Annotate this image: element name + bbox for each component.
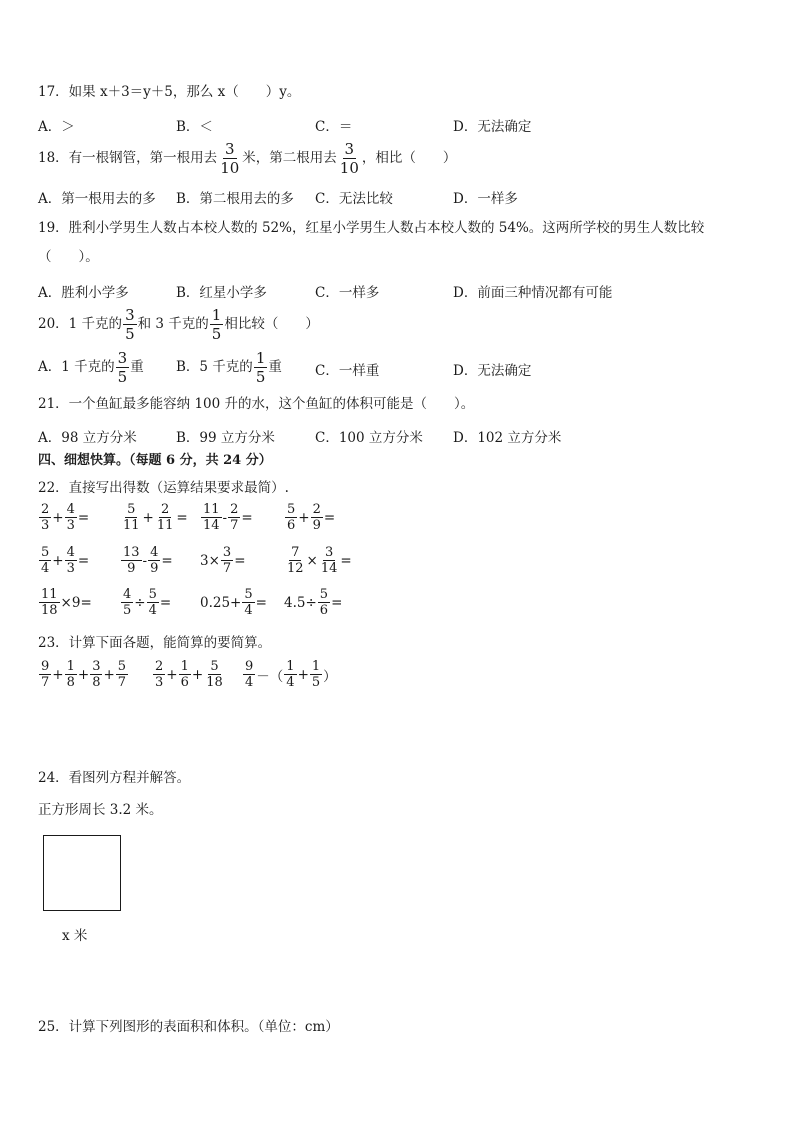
q23-fraction-den: 18 xyxy=(206,675,223,690)
q22-fraction-num: 2 xyxy=(160,502,170,517)
q22-equals: = xyxy=(176,509,188,526)
q22-fraction-den: 3 xyxy=(66,561,75,576)
q19-option-c: C．一样多 xyxy=(315,285,380,301)
q24-stem: 24．看图列方程并解答。 xyxy=(38,770,191,786)
q21-option-a: A．98 立方分米 xyxy=(38,430,137,446)
q23-fraction xyxy=(90,659,102,690)
q23-fraction xyxy=(39,659,51,690)
q22-item xyxy=(284,587,342,618)
q22-fraction xyxy=(39,587,60,618)
q23-operator: + xyxy=(77,666,90,683)
q25-stem: 25．计算下列图形的表面积和体积。（单位：cm） xyxy=(38,1019,339,1035)
q20-option-c: C．一样重 xyxy=(315,363,380,379)
q22-fraction-den: 3 xyxy=(41,518,50,533)
q23-fraction-den: 6 xyxy=(180,675,189,690)
q22-operator: - xyxy=(222,509,228,526)
q20-fraction-2 xyxy=(210,306,224,343)
q22-prefix: 0.25+ xyxy=(200,594,242,611)
q22-fraction xyxy=(39,502,51,533)
q18-option-c: C．无法比较 xyxy=(315,191,393,207)
q20-option-b-text: B．5 千克的 xyxy=(176,359,253,375)
q20-option-b-den: 5 xyxy=(255,368,266,386)
q18-option-a: A．第一根用去的多 xyxy=(38,191,156,207)
q22-fraction-num: 4 xyxy=(123,587,132,602)
q22-item xyxy=(200,545,246,576)
q22-fraction xyxy=(65,502,77,533)
q22-item xyxy=(38,545,89,576)
q20-option-a-num: 3 xyxy=(117,349,128,367)
q22-prefix: 4.5÷ xyxy=(284,594,317,611)
q23-fraction-den: 7 xyxy=(117,675,127,690)
section-4-title: 四、细想快算。（每题 6 分，共 24 分） xyxy=(38,453,272,468)
q19-option-a: A．胜利小学多 xyxy=(38,285,129,301)
q20-option-a-text: A．1 千克的 xyxy=(38,359,115,375)
q22-fraction-den: 12 xyxy=(287,561,304,576)
q22-fraction-num: 5 xyxy=(41,545,50,560)
q20-fraction-1 xyxy=(123,306,137,343)
q23-fraction-den: 8 xyxy=(66,675,75,690)
q22-fraction-num: 3 xyxy=(222,545,232,560)
q23-expression-2 xyxy=(152,659,226,690)
q22-fraction xyxy=(65,545,77,576)
q22-fraction xyxy=(221,545,233,576)
q22-fraction-den: 14 xyxy=(320,561,338,576)
q18-text-3: ，相比（ ） xyxy=(361,150,457,166)
q18-f2-num: 3 xyxy=(344,140,355,158)
q23-fraction-num: 3 xyxy=(92,659,101,674)
q18-fraction-1 xyxy=(218,140,241,177)
q23-operator: ） xyxy=(323,668,337,685)
q23-fraction-num: 2 xyxy=(155,659,164,674)
q19-stem: 19．胜利小学男生人数占本校人数的 52%，红星小学男生人数占本校人数的 54%。这两所学校的男生人数比较 xyxy=(38,220,705,236)
q21-option-d: D．102 立方分米 xyxy=(453,430,562,446)
q23-fraction xyxy=(204,659,225,690)
q20-option-a xyxy=(38,349,144,386)
q22-equals: = xyxy=(77,552,90,569)
q22-fraction-den: 7 xyxy=(230,518,239,533)
q22-equals: = xyxy=(331,594,343,611)
q18-option-b: B．第二根用去的多 xyxy=(176,191,294,207)
q22-fraction-num: 4 xyxy=(150,545,159,560)
q20-option-a-fraction xyxy=(116,349,130,386)
q18-text-2: 米，第二根用去 xyxy=(242,150,337,166)
q23-operator: + xyxy=(191,666,204,683)
q22-operator: × xyxy=(306,552,318,569)
q20-option-b xyxy=(176,349,282,386)
q23-fraction-num: 5 xyxy=(210,659,219,674)
q22-stem: 22．直接写出得数（运算结果要求最简）. xyxy=(38,480,289,496)
q22-item xyxy=(284,502,335,533)
q23-fraction-den: 5 xyxy=(311,675,321,690)
q22-operator: - xyxy=(142,552,148,569)
q23-fraction-den: 3 xyxy=(155,675,164,690)
q22-fraction-num: 4 xyxy=(66,502,75,517)
q22-equals: = xyxy=(340,552,352,569)
q20-f1-num: 3 xyxy=(125,306,135,324)
q23-operator: + xyxy=(166,666,178,683)
q22-fraction xyxy=(318,587,330,618)
q22-item xyxy=(200,587,267,618)
q22-fraction-den: 7 xyxy=(222,561,232,576)
square-figure xyxy=(43,835,121,911)
q22-fraction-den: 6 xyxy=(319,603,329,618)
q23-fraction-den: 4 xyxy=(245,675,254,690)
q22-fraction xyxy=(121,502,142,533)
q17-option-b: B．＜ xyxy=(176,119,213,135)
q22-fraction xyxy=(147,587,159,618)
q23-fraction xyxy=(310,659,322,690)
q22-fraction xyxy=(311,502,323,533)
q17-option-a: A．＞ xyxy=(38,119,75,135)
q20-stem xyxy=(38,306,319,343)
q22-fraction-den: 3 xyxy=(66,518,75,533)
q22-equals: = xyxy=(77,509,90,526)
q20-option-b-num: 1 xyxy=(255,349,266,367)
q22-fraction-num: 3 xyxy=(324,545,334,560)
q22-fraction-num: 2 xyxy=(41,502,50,517)
q22-fraction xyxy=(285,545,306,576)
q23-fraction-den: 7 xyxy=(41,675,50,690)
q20-option-a-den: 5 xyxy=(117,368,128,386)
q22-suffix: ×9= xyxy=(60,594,92,611)
q23-fraction-num: 1 xyxy=(286,659,295,674)
q22-fraction-den: 9 xyxy=(150,561,159,576)
q18-fraction-2 xyxy=(338,140,361,177)
q22-fraction xyxy=(155,502,176,533)
q22-fraction-den: 5 xyxy=(123,603,132,618)
q20-text-3: 相比较（ ） xyxy=(224,316,319,332)
q22-fraction-den: 4 xyxy=(41,561,50,576)
q23-fraction xyxy=(284,659,296,690)
q23-fraction-num: 1 xyxy=(180,659,189,674)
q22-fraction xyxy=(228,502,240,533)
q23-fraction-num: 5 xyxy=(117,659,127,674)
q23-fraction-num: 9 xyxy=(41,659,50,674)
q23-operator: －（ xyxy=(256,668,284,685)
q22-fraction-num: 2 xyxy=(312,502,321,517)
q22-fraction-den: 18 xyxy=(41,603,58,618)
q20-option-b-fraction xyxy=(254,349,268,386)
q22-equals: = xyxy=(241,509,253,526)
q18-stem xyxy=(38,140,456,177)
q18-f1-den: 10 xyxy=(220,159,240,177)
q22-operator: + xyxy=(298,509,310,526)
q22-fraction-num: 5 xyxy=(287,502,296,517)
q20-option-b-post: 重 xyxy=(268,359,282,375)
q22-fraction xyxy=(319,545,340,576)
q22-fraction xyxy=(285,502,297,533)
q22-fraction-den: 14 xyxy=(203,518,220,533)
q23-expression-1 xyxy=(38,659,129,690)
q22-fraction-den: 11 xyxy=(123,518,140,533)
q22-fraction-num: 5 xyxy=(319,587,329,602)
q23-fraction xyxy=(153,659,165,690)
q22-item xyxy=(120,587,171,618)
q22-fraction xyxy=(201,502,222,533)
q22-fraction-num: 11 xyxy=(41,587,58,602)
q20-text-1: 20．1 千克的 xyxy=(38,316,123,332)
q22-item xyxy=(120,545,173,576)
q22-operator: + xyxy=(52,552,64,569)
q23-operator: + xyxy=(52,666,64,683)
q23-fraction xyxy=(243,659,255,690)
q23-fraction-num: 1 xyxy=(66,659,75,674)
q22-equals: = xyxy=(159,594,172,611)
q22-fraction-num: 5 xyxy=(148,587,157,602)
q22-item xyxy=(38,502,89,533)
q18-text-1: 18．有一根钢管，第一根用去 xyxy=(38,150,218,166)
q22-fraction-den: 6 xyxy=(287,518,296,533)
q22-fraction xyxy=(121,587,133,618)
q23-operator: + xyxy=(297,666,309,683)
q23-fraction-num: 1 xyxy=(311,659,321,674)
q22-fraction-num: 7 xyxy=(291,545,300,560)
q22-fraction xyxy=(39,545,51,576)
q22-fraction-num: 2 xyxy=(230,502,239,517)
q20-option-a-post: 重 xyxy=(130,359,144,375)
q22-equals: = xyxy=(161,552,173,569)
q21-option-b: B．99 立方分米 xyxy=(176,430,275,446)
q23-fraction xyxy=(116,659,128,690)
q21-option-c: C．100 立方分米 xyxy=(315,430,423,446)
q22-fraction-num: 5 xyxy=(127,502,136,517)
q23-operator: + xyxy=(103,666,115,683)
q22-equals: = xyxy=(234,552,246,569)
q17-option-c: C．＝ xyxy=(315,119,353,135)
q18-option-d: D．一样多 xyxy=(453,191,518,207)
q22-fraction-den: 4 xyxy=(148,603,157,618)
q20-f2-num: 1 xyxy=(211,306,222,324)
q22-equals: = xyxy=(323,509,336,526)
q20-f1-den: 5 xyxy=(125,325,135,343)
q22-fraction-num: 13 xyxy=(123,545,140,560)
q22-operator: ÷ xyxy=(134,594,146,611)
q22-item xyxy=(120,502,188,533)
q21-stem: 21．一个鱼缸最多能容纳 100 升的水，这个鱼缸的体积可能是（ ）。 xyxy=(38,396,475,412)
q22-fraction xyxy=(242,587,254,618)
q22-prefix: 3× xyxy=(200,552,220,569)
square-side-label: x 米 xyxy=(62,928,88,944)
q23-expression-3 xyxy=(242,659,337,690)
q22-fraction-num: 4 xyxy=(66,545,75,560)
q18-f1-num: 3 xyxy=(224,140,235,158)
q22-item xyxy=(38,587,92,618)
q23-stem: 23．计算下面各题，能简算的要简算。 xyxy=(38,635,272,651)
q22-equals: = xyxy=(255,594,267,611)
q20-option-d: D．无法确定 xyxy=(453,363,532,379)
q22-item xyxy=(284,545,352,576)
q22-fraction-den: 9 xyxy=(127,561,136,576)
q22-operator: + xyxy=(142,509,154,526)
q23-fraction-den: 4 xyxy=(286,675,295,690)
q22-item xyxy=(200,502,253,533)
q20-f2-den: 5 xyxy=(211,325,222,343)
q19-option-d: D．前面三种情况都有可能 xyxy=(453,285,613,301)
q23-fraction xyxy=(179,659,191,690)
q19-option-b: B．红星小学多 xyxy=(176,285,267,301)
q22-fraction-den: 9 xyxy=(312,518,321,533)
q22-fraction xyxy=(121,545,142,576)
q23-fraction-den: 8 xyxy=(92,675,101,690)
q24-line-2: 正方形周长 3.2 米。 xyxy=(38,802,163,818)
q22-fraction-den: 11 xyxy=(156,518,174,533)
q18-f2-den: 10 xyxy=(339,159,359,177)
q23-fraction-num: 9 xyxy=(245,659,254,674)
q17-stem: 17．如果 x＋3＝y＋5，那么 x（ ）y。 xyxy=(38,84,301,100)
q23-fraction xyxy=(65,659,77,690)
q17-option-d: D．无法确定 xyxy=(453,119,532,135)
q22-fraction-num: 11 xyxy=(203,502,220,517)
q22-fraction xyxy=(148,545,160,576)
q22-operator: + xyxy=(52,509,64,526)
q20-text-2: 和 3 千克的 xyxy=(137,316,209,332)
q19-stem-2: （ ）。 xyxy=(38,249,99,265)
q22-fraction-num: 5 xyxy=(244,587,253,602)
q22-fraction-den: 4 xyxy=(244,603,253,618)
